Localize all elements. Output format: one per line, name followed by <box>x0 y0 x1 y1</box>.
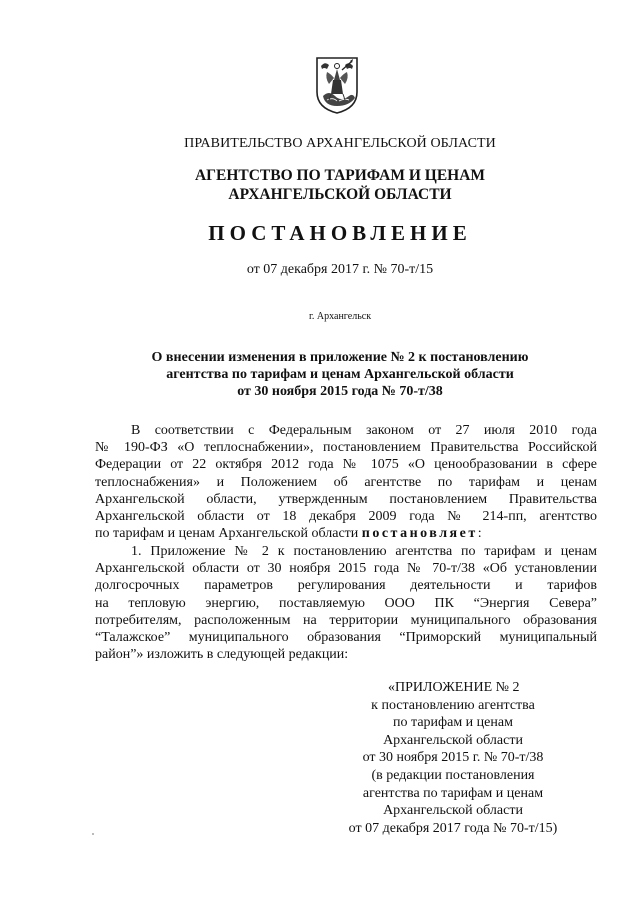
paragraph-line: на тепловую энергию, поставляемую ООО ПК “Энергия Севера” <box>95 595 597 611</box>
government-name: ПРАВИТЕЛЬСТВО АРХАНГЕЛЬСКОЙ ОБЛАСТИ <box>184 136 496 151</box>
scan-speck <box>92 833 94 835</box>
document-date-number: от 07 декабря 2017 г. № 70-т/15 <box>246 262 434 277</box>
paragraph-line: № 190-ФЗ «О теплоснабжении», постановлением Правительства Российской <box>95 440 597 456</box>
appendix-line: «ПРИЛОЖЕНИЕ № 2 <box>388 680 520 695</box>
paragraph-line: район”» изложить в следующей редакции: <box>95 647 349 663</box>
document-type: ПОСТАНОВЛЕНИЕ <box>208 221 472 245</box>
agency-name <box>80 166 600 204</box>
appendix-line: от 30 ноября 2015 г. № 70-т/38 <box>362 750 544 766</box>
paragraph-line: Федерации от 22 октября 2012 года № 1075 «О ценообразовании в сфере <box>95 457 597 473</box>
paragraph-line: теплоснабжения» и Положением об агентстве по тарифам и ценам <box>95 474 597 490</box>
title-line: от 30 ноября 2015 года № 70-т/38 <box>237 384 443 399</box>
appendix-line: от 07 декабря 2017 года № 70-т/15) <box>348 820 558 836</box>
paragraph-line: В соответствии с Федеральным законом от 27 июля 2010 года <box>131 423 597 438</box>
paragraph-line: потребителям, расположенным на территории муниципального образования <box>95 612 597 628</box>
appendix-line: Архангельской области <box>383 803 523 819</box>
document-title <box>80 349 600 400</box>
appendix-line: агентства по тарифам и ценам <box>362 785 544 801</box>
document-city: г. Архангельск <box>308 311 372 322</box>
paragraph-line: Архангельской области от 30 ноября 2015 года № 70-т/38 «Об установлении <box>95 561 597 577</box>
appendix-header <box>330 679 576 837</box>
clause-1-paragraph <box>95 543 597 663</box>
paragraph-line: “Талажское” муниципального образования “Приморский муниципальный <box>95 629 597 645</box>
resolves-word: постановляет <box>361 526 478 542</box>
paragraph-line: Архангельской области, утвержденным постановлением Правительства <box>95 491 597 507</box>
paragraph-line: Архангельской области от 18 декабря 2009 года № 214-пп, агентство <box>95 508 597 524</box>
appendix-line: по тарифам и ценам <box>393 715 513 731</box>
agency-name-line: АРХАНГЕЛЬСКОЙ ОБЛАСТИ <box>228 186 452 203</box>
resolves-suffix: : <box>477 526 482 542</box>
appendix-line: к постановлению агентства <box>371 697 535 713</box>
paragraph-line <box>95 525 597 542</box>
paragraph-line: долгосрочных параметров регулирования деятельности и тарифов <box>95 578 597 594</box>
appendix-line: Архангельской области <box>383 732 523 748</box>
agency-name-line: АГЕНТСТВО ПО ТАРИФАМ И ЦЕНАМ <box>194 167 486 184</box>
preamble-paragraph <box>95 422 597 542</box>
appendix-line: (в редакции постановления <box>371 767 535 783</box>
title-line: О внесении изменения в приложение № 2 к постановлению <box>151 350 529 365</box>
title-line: агентства по тарифам и ценам Архангельской области <box>166 367 514 382</box>
resolves-prefix: по тарифам и ценам Архангельской области <box>95 526 362 542</box>
arkhangelsk-coat-of-arms-icon <box>315 56 359 114</box>
paragraph-line: 1. Приложение № 2 к постановлению агентства по тарифам и ценам <box>131 544 597 559</box>
